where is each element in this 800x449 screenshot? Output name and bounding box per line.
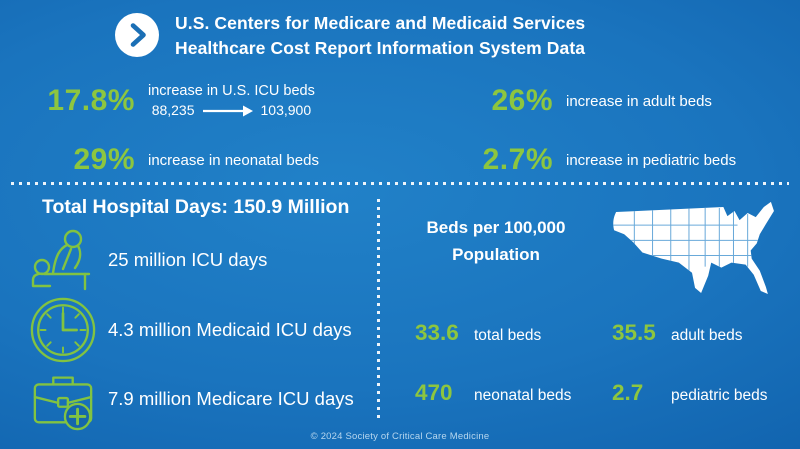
list-item-text: 4.3 million Medicaid ICU days [108,319,352,340]
stat-value: 470 [415,380,453,405]
stat-neonatal-beds-increase [40,142,319,178]
rp-title-line-1: Beds per 100,000 [426,218,566,237]
stat-to-value: 103,900 [260,102,312,118]
title-line-2: Healthcare Cost Report Information System Data [175,38,586,58]
copyright-text: © 2024 Society of Critical Care Medicine [310,431,490,442]
stat-value: 33.6 [415,320,459,345]
beds-per-population-title [398,214,594,268]
usa-map-icon [606,197,778,309]
stat-from-value: 88,235 [151,102,195,118]
stat-label: adult beds [671,327,743,344]
stat-label: neonatal beds [474,387,572,404]
medical-bag-icon [26,366,100,432]
stat-icu-beds-increase [40,80,315,122]
vertical-dotted-divider [377,199,380,420]
page-title [175,11,585,61]
stat-label: increase in pediatric beds [566,151,737,169]
stat-total-beds [415,320,541,346]
stat-adult-beds-increase [479,80,712,122]
stat-pediatric-beds [612,380,768,406]
list-item-text: 7.9 million Medicare ICU days [108,388,354,409]
stat-value: 2.7 [612,380,644,405]
title-line-1: U.S. Centers for Medicare and Medicaid Services [175,13,586,33]
stat-value: 2.7% [482,143,553,176]
stat-value: 35.5 [612,320,656,345]
stat-label: total beds [474,327,542,344]
stat-adult-beds [612,320,743,346]
total-hospital-days-title: Total Hospital Days: 150.9 Million [42,196,350,218]
list-item-text: 25 million ICU days [108,249,268,270]
stat-label: pediatric beds [671,387,768,404]
rp-title-line-2: Population [452,245,540,264]
stat-neonatal-beds [415,380,571,406]
horizontal-dotted-divider [11,182,789,185]
stat-value: 17.8% [47,84,135,117]
stat-label: increase in U.S. ICU beds [148,83,315,99]
stat-pediatric-beds-increase [479,142,736,178]
stat-label: increase in adult beds [566,92,712,110]
arrow-right-icon [202,105,254,117]
list-item-medicaid-icu-days [26,294,352,366]
list-item-icu-days [26,224,267,296]
chevron-right-circle-icon [115,13,159,57]
patient-care-icon [26,228,100,292]
stat-label: increase in neonatal beds [148,151,319,169]
clock-icon [26,296,100,364]
stat-value: 26% [491,84,553,117]
list-item-medicare-icu-days [26,362,354,436]
stat-value: 29% [73,143,135,176]
